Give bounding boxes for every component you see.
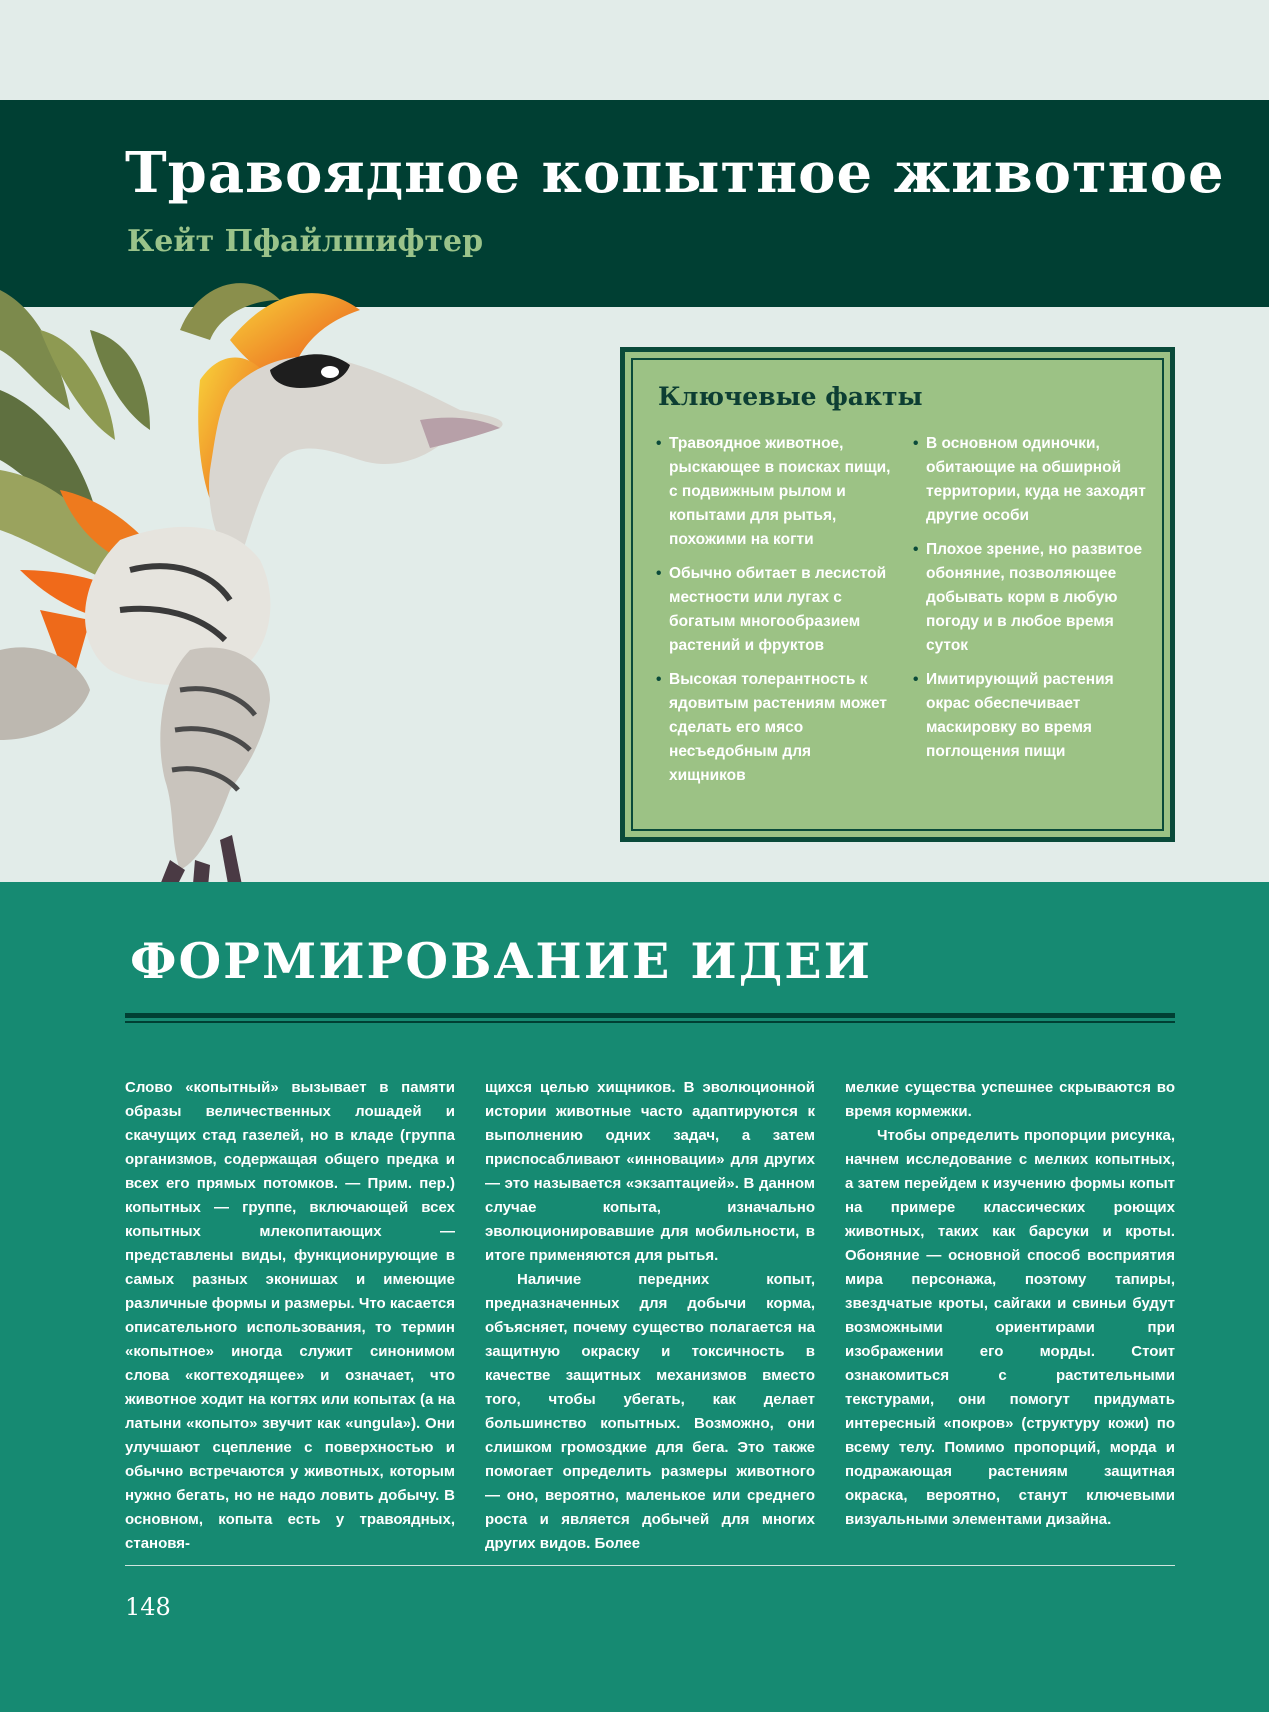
body-paragraph: Чтобы определить пропорции рисунка, начнем исследование с мелких копытных, а затем перейдем к изучению формы копыт на примере классических роющих животных, таких как барсуки и кроты. Обоняние — основной способ восприятия мира персонажа, поэтому тапиры, звездчатые кроты, сайгаки и свиньи будут возможными ориентирами при изображении его морды. Стоит ознакомиться с растительными текстурами, они помогут придумать интересный «покров» (структуру кожи) по всему телу. Помимо пропорций, морда и подражающая растениям защитная окраска, вероятно, станут ключевыми визуальными элементами дизайна. [845, 1127, 1175, 1528]
key-fact-item: • В основном одиночки, обитающие на обширной территории, куда не заходят другие особи [913, 432, 1148, 528]
page-number: 148 [125, 1593, 171, 1621]
body-paragraph: щихся целью хищников. В эволюционной истории животные часто адаптируются к выполнению одних задач, а затем приспосабливают «инновации» для других — это называется «экзаптацией». В данном случае копыта, изначально эволюционировавшие для мобильности, в итоге применяются для рытья. [485, 1079, 815, 1264]
key-facts-left-list [656, 432, 891, 798]
section-divider-thick [125, 1013, 1175, 1018]
creature-illustration [0, 270, 560, 930]
key-fact-item: • Высокая толерантность к ядовитым растениям может сделать его мясо несъедобным для хищников [656, 668, 891, 788]
body-paragraph: мелкие существа успешнее скрываются во время кормежки. [845, 1079, 1175, 1120]
key-fact-item: • Обычно обитает в лесистой местности или лугах с богатым многообразием растений и фруктов [656, 562, 891, 658]
body-column-2 [485, 1076, 815, 1556]
top-margin [0, 0, 1269, 100]
section-divider-thin [125, 1021, 1175, 1023]
key-facts-title: Ключевые факты [658, 382, 923, 411]
key-fact-item: • Плохое зрение, но развитое обоняние, позволяющее добывать корм в любую погоду и в любое время суток [913, 538, 1148, 658]
body-paragraph: Слово «копытный» вызывает в памяти образы величественных лошадей и скачущих стад газелей, но в кладе (группа организмов, содержащая общего предка и всех его прямых потомков. — Прим. пер.) копытных — группе, включающей всех копытных млекопитающих — представлены виды, функционирующие в самых разных эконишах и имеющие различные формы и размеры. Что касается описательного использования, то термин «копытное» иногда служит синонимом слова «когтеходящее» и означает, что животное ходит на когтях или копытах (а на латыни «копыто» звучит как «ungula»). Они улучшают сцепление с поверхностью и обычно встречаются у животных, которым нужно бегать, но не надо ловить добычу. В основном, копыта есть у травоядных, становя- [125, 1079, 455, 1552]
page-title: Травоядное копытное животное [125, 140, 1225, 206]
section-heading: ФОРМИРОВАНИЕ ИДЕИ [130, 932, 872, 990]
key-fact-item: • Имитирующий растения окрас обеспечивает маскировку во время поглощения пищи [913, 668, 1148, 764]
body-column-1 [125, 1076, 455, 1556]
body-column-3 [845, 1076, 1175, 1532]
footer-divider [125, 1565, 1175, 1566]
key-fact-item: • Травоядное животное, рыскающее в поисках пищи, с подвижным рылом и копытами для рытья, похожими на когти [656, 432, 891, 552]
key-facts-right-list [913, 432, 1148, 774]
author-name: Кейт Пфайлшифтер [127, 224, 484, 259]
key-facts-box [620, 347, 1175, 842]
body-paragraph: Наличие передних копыт, предназначенных для добычи корма, объясняет, почему существо полагается на защитную окраску и токсичность в качестве защитных механизмов вместо того, чтобы убегать, как делает большинство копытных. Возможно, они слишком громоздкие для бега. Это также помогает определить размеры животного — оно, вероятно, маленькое или среднего роста и является добычей для многих других видов. Более [485, 1271, 815, 1552]
